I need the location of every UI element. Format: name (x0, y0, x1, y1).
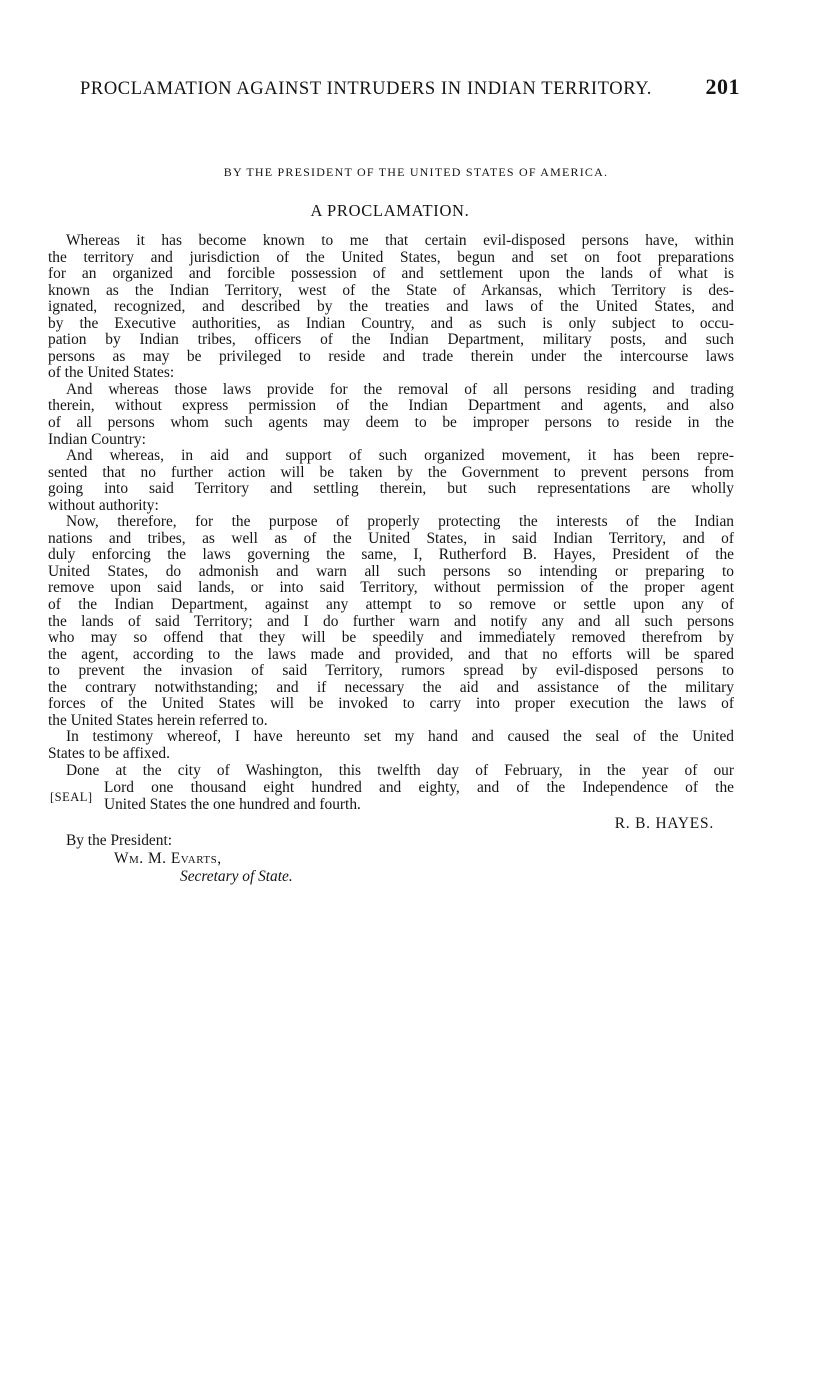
body-line: nations and tribes, as well as of the United States, in said Indian Territory, and of (48, 529, 734, 547)
body-line: persons as may be privileged to reside and trade therein under the intercourse laws (48, 347, 734, 365)
issuer-line: BY THE PRESIDENT OF THE UNITED STATES OF AMERICA. (223, 165, 609, 179)
attestation-by-line: By the President: (66, 832, 173, 849)
body-line: the contrary notwithstanding; and if necessary the aid and assistance of the military (48, 678, 734, 696)
seal-text (104, 780, 734, 813)
body-line: Indian Country: (48, 430, 146, 448)
seal-block (48, 780, 734, 813)
body-line: the agent, according to the laws made and provided, and that no efforts will be spared (48, 645, 734, 663)
presidential-signature: R. B. HAYES. (614, 815, 714, 832)
body-line: States to be affixed. (48, 744, 170, 762)
attestation-title: Secretary of State. (180, 868, 293, 885)
body-line: sented that no further action will be taken by the Government to prevent persons from (48, 463, 734, 481)
body-line: United States, do admonish and warn all such persons so intending or preparing to (48, 562, 734, 580)
body-line: In testimony whereof, I have hereunto set my hand and caused the seal of the United (66, 728, 734, 746)
body-line: to prevent the invasion of said Territory, rumors spread by evil-disposed persons to (48, 662, 734, 680)
body-line: Whereas it has become known to me that certain evil-disposed persons have, within (66, 232, 734, 249)
body-line: the lands of said Territory; and I do further warn and notify any and all such persons (48, 612, 734, 630)
body-line: And whereas those laws provide for the removal of all persons residing and trading (66, 380, 734, 398)
body-line: of the Indian Department, against any attempt to so remove or settle upon any of (48, 596, 734, 614)
body-line: going into said Territory and settling therein, but such representations are wholly (48, 480, 734, 498)
body-line: the United States herein referred to. (48, 711, 268, 729)
attestation-name: Wm. M. Evarts, (114, 850, 222, 867)
body-line: of the United States: (48, 364, 175, 382)
seal-line: United States the one hundred and fourth. (104, 795, 361, 813)
body-line: who may so offend that they will be speedily and immediately removed therefrom by (48, 629, 734, 647)
page-number: 201 (705, 74, 740, 99)
running-title: PROCLAMATION AGAINST INTRUDERS IN INDIAN TERRITORY. (80, 79, 652, 99)
body-line: without authority: (48, 496, 159, 514)
body-line: therein, without express permission of the Indian Department and agents, and also (48, 397, 734, 415)
body-line: Now, therefore, for the purpose of properly protecting the interests of the Indian (66, 513, 734, 531)
proclamation-body (48, 233, 734, 779)
body-line: duly enforcing the laws governing the same, I, Rutherford B. Hayes, President of the (48, 546, 734, 564)
attestation-block (66, 832, 293, 886)
body-line: pation by Indian tribes, officers of the Indian Department, military posts, and such (48, 331, 734, 349)
running-header (80, 74, 740, 100)
body-line: remove upon said lands, or into said Territory, without permission of the proper agent (48, 579, 734, 597)
body-line: by the Executive authorities, as Indian Country, and as such is only subject to occu- (48, 314, 734, 332)
proclamation-title: A PROCLAMATION. (310, 201, 470, 220)
seal-label: [SEAL] (50, 790, 93, 804)
body-line: for an organized and forcible possession of and settlement upon the lands of what is (48, 265, 734, 283)
body-line: And whereas, in aid and support of such organized movement, it has been repre- (66, 447, 734, 465)
body-line: known as the Indian Territory, west of the State of Arkansas, which Territory is des- (48, 281, 734, 299)
body-line: of all persons whom such agents may deem to be improper persons to reside in the (48, 414, 734, 432)
body-line: ignated, recognized, and described by the treaties and laws of the United States, and (48, 298, 734, 316)
body-line: the territory and jurisdiction of the United States, begun and set on foot preparations (48, 248, 734, 266)
body-line: Done at the city of Washington, this twelfth day of February, in the year of our (66, 761, 734, 779)
seal-line: Lord one thousand eight hundred and eighty, and of the Independence of the (104, 779, 734, 796)
body-line: forces of the United States will be invoked to carry into proper execution the laws of (48, 695, 734, 713)
